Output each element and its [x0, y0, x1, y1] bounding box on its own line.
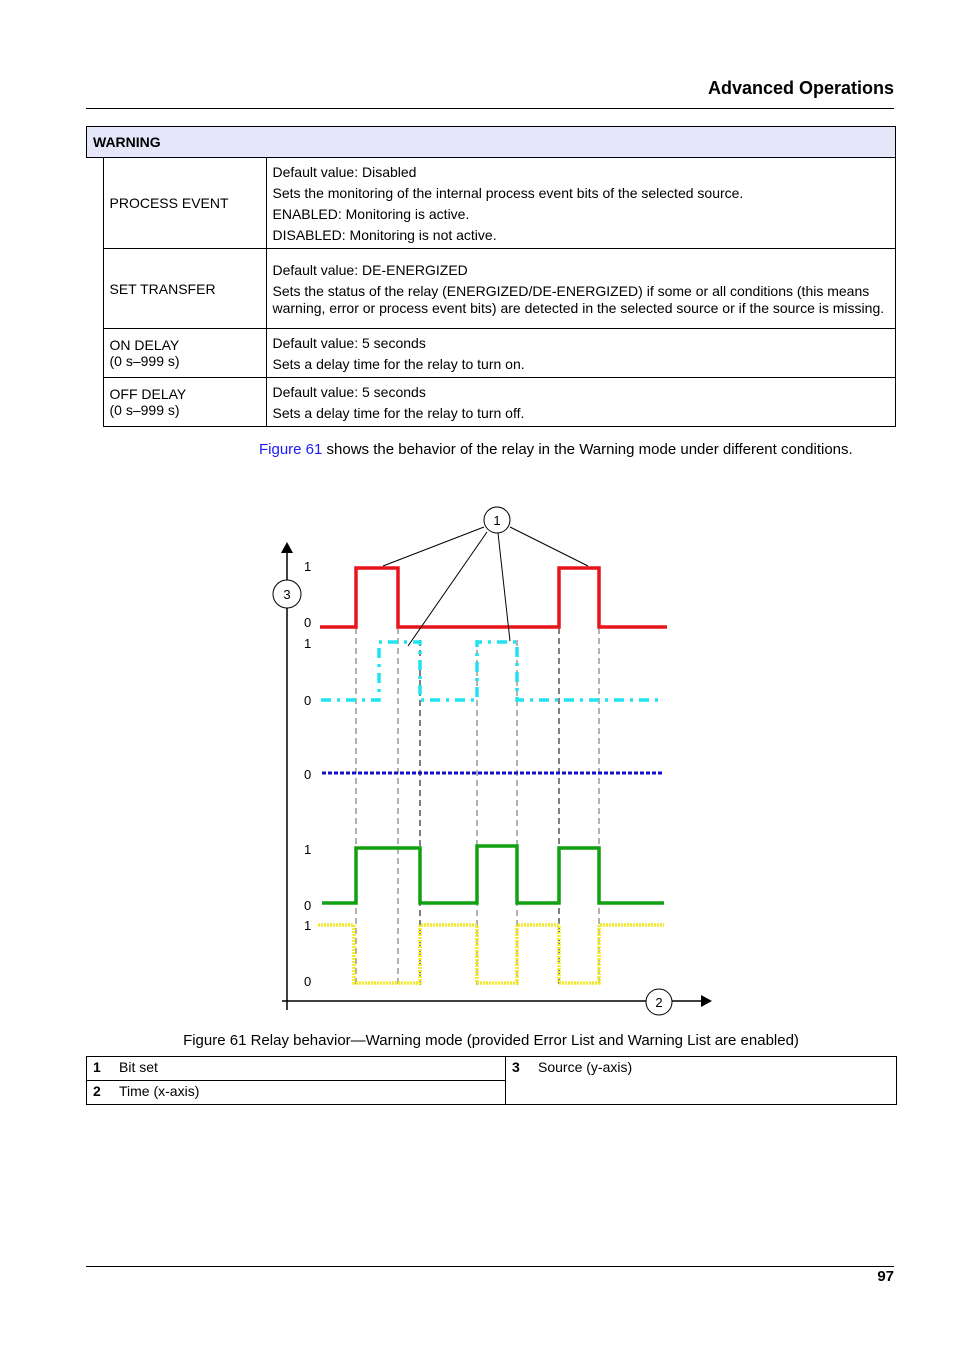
section-title: Advanced Operations — [707, 78, 894, 98]
setting-description: Default value: 5 seconds Sets a delay time for the relay to turn off. — [266, 378, 896, 427]
page-number: 97 — [877, 1268, 894, 1285]
svg-text:3: 3 — [283, 587, 291, 602]
setting-name-process-event: PROCESS EVENT — [103, 158, 266, 249]
warning-table-heading: WARNING — [87, 127, 896, 158]
svg-text:1: 1 — [493, 513, 501, 528]
figure-caption: Figure 61 Relay behavior—Warning mode (provided Error List and Warning List are enabled) — [183, 1032, 799, 1049]
cyan-signal-trace — [321, 642, 662, 700]
level-label: 1 — [304, 918, 312, 933]
legend-label: Bit set — [113, 1057, 506, 1081]
level-label: 0 — [304, 615, 312, 630]
level-label: 1 — [304, 559, 312, 574]
callout-3 — [273, 580, 301, 608]
leader-line — [383, 527, 484, 566]
timing-guide-lines — [356, 628, 599, 985]
callout-2 — [646, 989, 672, 1015]
setting-name-on-delay: ON DELAY (0 s–999 s) — [103, 329, 266, 378]
legend-row — [87, 1057, 897, 1081]
y-axis-arrow — [281, 542, 293, 553]
level-labels — [304, 559, 311, 989]
setting-name-off-delay: OFF DELAY (0 s–999 s) — [103, 378, 266, 427]
figure-reference-link[interactable]: Figure 61 — [259, 441, 323, 458]
setting-name-set-transfer: SET TRANSFER — [103, 249, 266, 329]
setting-description: Default value: Disabled Sets the monitoring of the internal process event bits of the selected source. ENABLED: Monitoring is active. DISABLED: Monitoring is not active. — [266, 158, 896, 249]
red-signal-trace — [320, 568, 667, 627]
legend-label: Time (x-axis) — [113, 1081, 506, 1105]
legend-number: 3 — [506, 1057, 533, 1105]
callout-1 — [484, 507, 510, 533]
level-label: 0 — [304, 898, 312, 913]
legend-label: Source (y-axis) — [532, 1057, 897, 1105]
level-label: 1 — [304, 636, 312, 651]
level-label: 1 — [304, 842, 312, 857]
legend-number: 1 — [87, 1057, 114, 1081]
axes — [281, 542, 712, 1010]
leader-line — [498, 533, 510, 641]
figure-legend — [86, 1056, 897, 1105]
setting-description: Default value: DE-ENERGIZED Sets the status of the relay (ENERGIZED/DE-ENERGIZED) if some or all conditions (this means warning, error or process event bits) are detected in the selected source or if the source is missing. — [266, 249, 896, 329]
x-axis-arrow — [701, 995, 712, 1007]
level-label: 0 — [304, 767, 312, 782]
footer-divider — [86, 1266, 894, 1267]
yellow-signal-trace — [318, 925, 664, 983]
level-label: 0 — [304, 974, 312, 989]
setting-description: Default value: 5 seconds Sets a delay time for the relay to turn on. — [266, 329, 896, 378]
leader-line — [408, 532, 487, 646]
svg-text:2: 2 — [655, 995, 663, 1010]
leader-line — [510, 527, 588, 566]
intro-text: shows the behavior of the relay in the Warning mode under different conditions. — [322, 441, 853, 458]
legend-number: 2 — [87, 1081, 114, 1105]
green-signal-trace — [322, 846, 664, 903]
level-label: 0 — [304, 693, 312, 708]
